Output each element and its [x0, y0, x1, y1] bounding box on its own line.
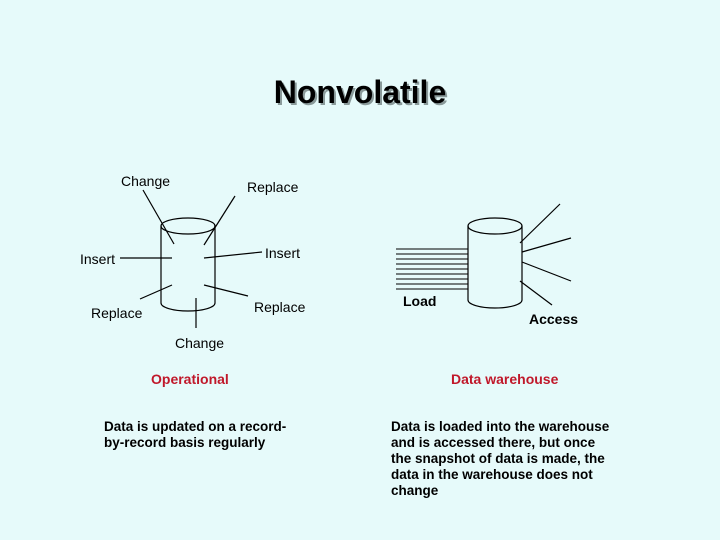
- insert-right-line: [204, 252, 262, 258]
- change-top-line: [143, 190, 174, 244]
- operational-description-line: Data is updated on a record-: [104, 419, 287, 434]
- caption-data-warehouse: Data warehouse: [451, 371, 559, 387]
- replace-right-line: [204, 285, 248, 296]
- slide-title: Nonvolatile: [273, 74, 447, 110]
- label-load: Load: [403, 293, 437, 309]
- operational-description-line: by-record basis regularly: [104, 435, 266, 450]
- label-insert-right: Insert: [265, 245, 301, 261]
- warehouse-description-line: Data is loaded into the warehouse: [391, 419, 610, 434]
- label-replace-top: Replace: [247, 179, 299, 195]
- label-access: Access: [529, 311, 579, 327]
- access-lines: [520, 204, 571, 305]
- warehouse-database-icon: [468, 218, 522, 308]
- load-lines: [396, 249, 468, 289]
- label-change-top: Change: [121, 173, 171, 189]
- operational-database-icon: [161, 218, 215, 311]
- warehouse-description-line: and is accessed there, but once: [391, 435, 596, 450]
- operational-description: [104, 419, 286, 451]
- warehouse-description-line: data in the warehouse does not: [391, 467, 593, 482]
- warehouse-description-line: change: [391, 483, 439, 498]
- replace-left-line: [140, 285, 172, 299]
- warehouse-description-line: the snapshot of data is made, the: [391, 451, 605, 466]
- caption-operational: Operational: [151, 371, 229, 387]
- warehouse-description: [391, 419, 609, 499]
- label-replace-left: Replace: [91, 305, 143, 321]
- label-insert-left: Insert: [80, 251, 116, 267]
- label-change-bottom: Change: [175, 335, 225, 351]
- label-replace-right: Replace: [254, 299, 306, 315]
